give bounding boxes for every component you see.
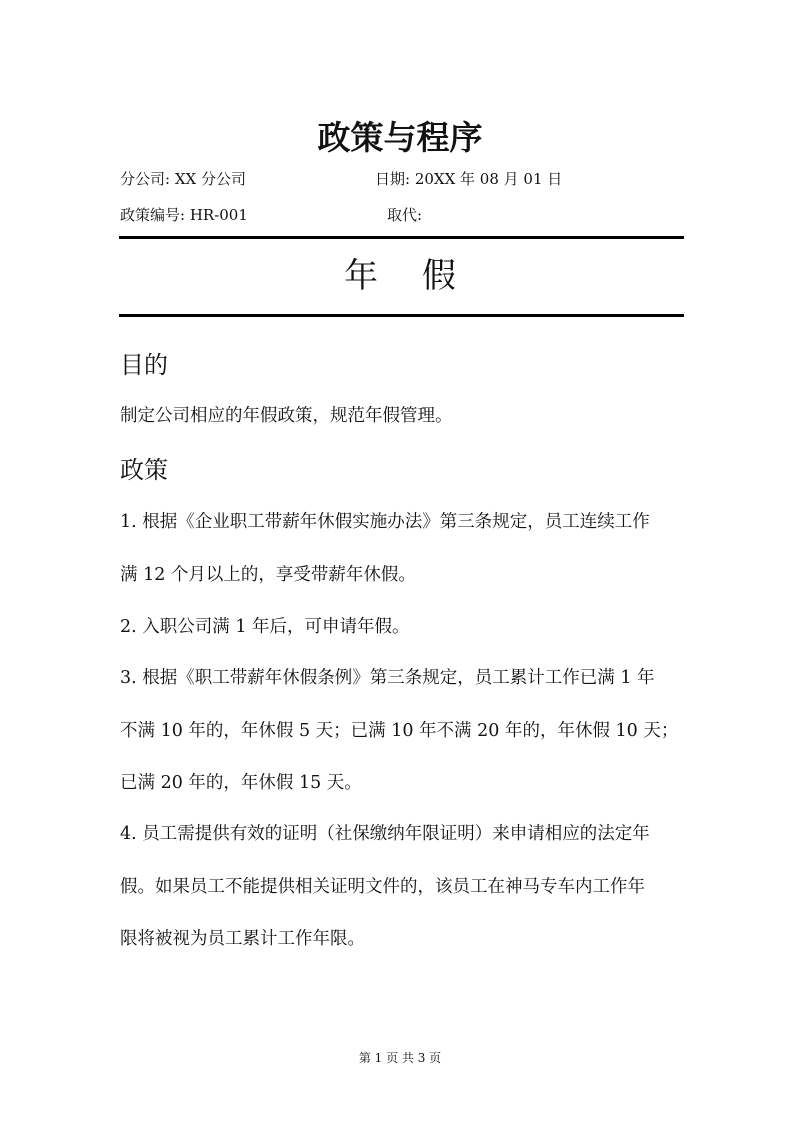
policy-line-3: 2. 入职公司满 1 年后，可申请年假。 bbox=[120, 617, 410, 637]
purpose-text: 制定公司相应的年假政策，规范年假管理。 bbox=[120, 406, 453, 426]
branch-label: 分公司: XX 分公司 bbox=[120, 170, 246, 188]
document-title bbox=[0, 254, 800, 298]
policy-line-5: 不满 10 年的，年休假 5 天；已满 10 年不满 20 年的，年休假 10 天； bbox=[120, 721, 679, 741]
policy-line-1: 1. 根据《企业职工带薪年休假实施办法》第三条规定，员工连续工作 bbox=[120, 512, 650, 532]
purpose-heading: 目的 bbox=[120, 351, 168, 379]
date-label: 日期: 20XX 年 08 月 01 日 bbox=[375, 170, 563, 188]
policy-heading: 政策 bbox=[120, 456, 168, 484]
policy-line-8: 假。如果员工不能提供相关证明文件的，该员工在神马专车内工作年 bbox=[120, 877, 645, 897]
document-title-char-1: 年 bbox=[344, 256, 378, 296]
policy-line-9: 限将被视为员工累计工作年限。 bbox=[120, 929, 365, 949]
top-divider bbox=[119, 236, 684, 239]
main-title: 政策与程序 bbox=[317, 118, 483, 157]
policy-line-4: 3. 根据《职工带薪年休假条例》第三条规定，员工累计工作已满 1 年 bbox=[120, 668, 655, 688]
supersedes-label: 取代: bbox=[387, 206, 423, 224]
policy-number-label: 政策编号: HR-001 bbox=[120, 206, 248, 224]
policy-line-2: 满 12 个月以上的，享受带薪年休假。 bbox=[120, 565, 416, 585]
policy-line-7: 4. 员工需提供有效的证明（社保缴纳年限证明）来申请相应的法定年 bbox=[120, 824, 650, 844]
policy-line-6: 已满 20 年的，年休假 15 天。 bbox=[120, 773, 362, 793]
page-indicator: 第 1 页 共 3 页 bbox=[358, 1051, 442, 1065]
document-title-char-2: 假 bbox=[422, 256, 456, 296]
bottom-divider bbox=[119, 314, 684, 317]
